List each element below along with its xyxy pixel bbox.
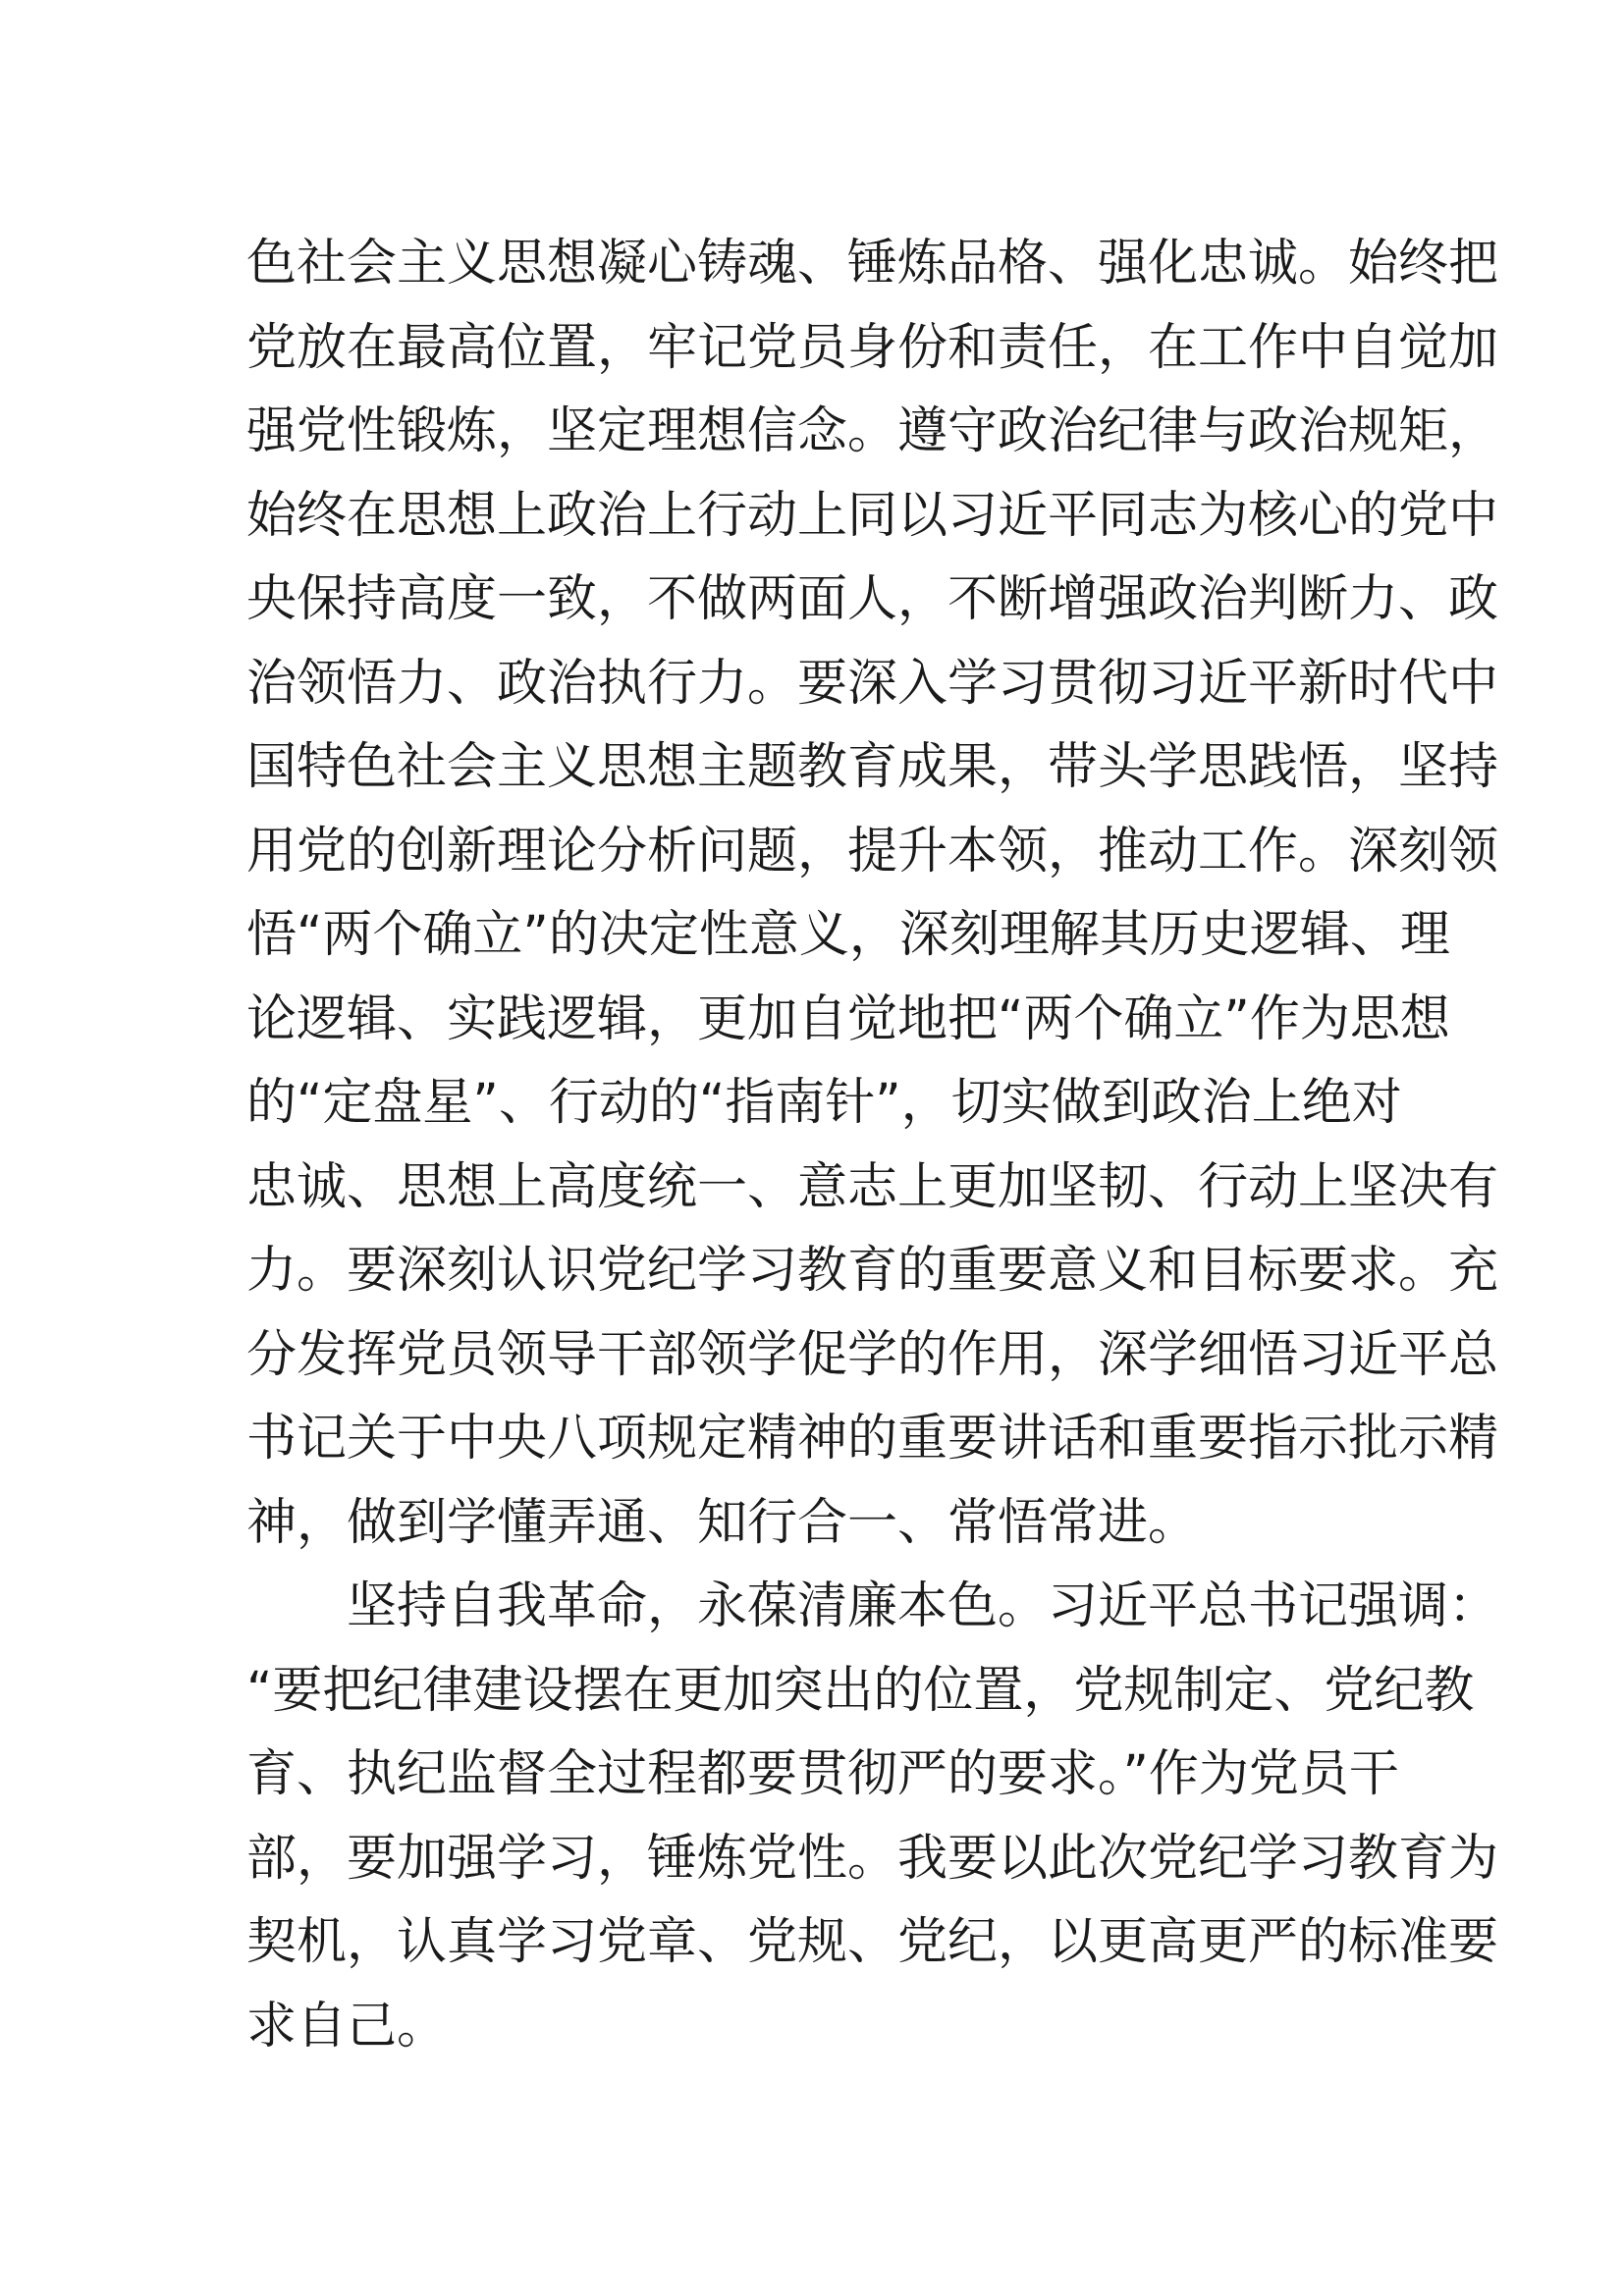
text-line: 治领悟力、政治执行力。要深入学习贯彻习近平新时代中: [246, 654, 1499, 713]
text-line: 求自己。: [246, 1997, 448, 2056]
text-line: 力。要深刻认识党纪学习教育的重要意义和目标要求。充: [246, 1242, 1499, 1300]
text-line: 论逻辑、实践逻辑，更加自觉地把“两个确立”作为思想: [246, 989, 1450, 1048]
text-line: 色社会主义思想凝心铸魂、锤炼品格、强化忠诚。始终把: [246, 235, 1499, 293]
text-line: 强党性锻炼，坚定理想信念。遵守政治纪律与政治规矩，: [246, 402, 1499, 460]
text-line: 悟“两个确立”的决定性意义，深刻理解其历史逻辑、理: [246, 906, 1450, 964]
text-line: 育、执纪监督全过程都要贯彻严的要求。”作为党员干: [246, 1745, 1399, 1803]
text-line: 党放在最高位置，牢记党员身份和责任，在工作中自觉加: [246, 318, 1499, 377]
text-line: 书记关于中央八项规定精神的重要讲话和重要指示批示精: [246, 1410, 1499, 1468]
text-line: 用党的创新理论分析问题，提升本领，推动工作。深刻领: [246, 822, 1499, 881]
text-line: 坚持自我革命，永葆清廉本色。习近平总书记强调：: [246, 1577, 1499, 1635]
text-line: “要把纪律建设摆在更加突出的位置，党规制定、党纪教: [246, 1661, 1475, 1720]
text-line: 部，要加强学习，锤炼党性。我要以此次党纪学习教育为: [246, 1829, 1499, 1888]
text-line: 始终在思想上政治上行动上同以习近平同志为核心的党中: [246, 486, 1499, 545]
text-line: 契机，认真学习党章、党规、党纪，以更高更严的标准要: [246, 1913, 1499, 1971]
text-line: 国特色社会主义思想主题教育成果，带头学思践悟，坚持: [246, 738, 1499, 796]
text-line: 央保持高度一致，不做两面人，不断增强政治判断力、政: [246, 570, 1499, 628]
text-line: 分发挥党员领导干部领学促学的作用，深学细悟习近平总: [246, 1325, 1499, 1384]
document-body: [246, 222, 1499, 2068]
text-line: 忠诚、思想上高度统一、意志上更加坚韧、行动上坚决有: [246, 1157, 1499, 1216]
text-line: 的“定盘星”、行动的“指南针”，切实做到政治上绝对: [246, 1074, 1402, 1132]
text-line: 神，做到学懂弄通、知行合一、常悟常进。: [246, 1493, 1199, 1552]
